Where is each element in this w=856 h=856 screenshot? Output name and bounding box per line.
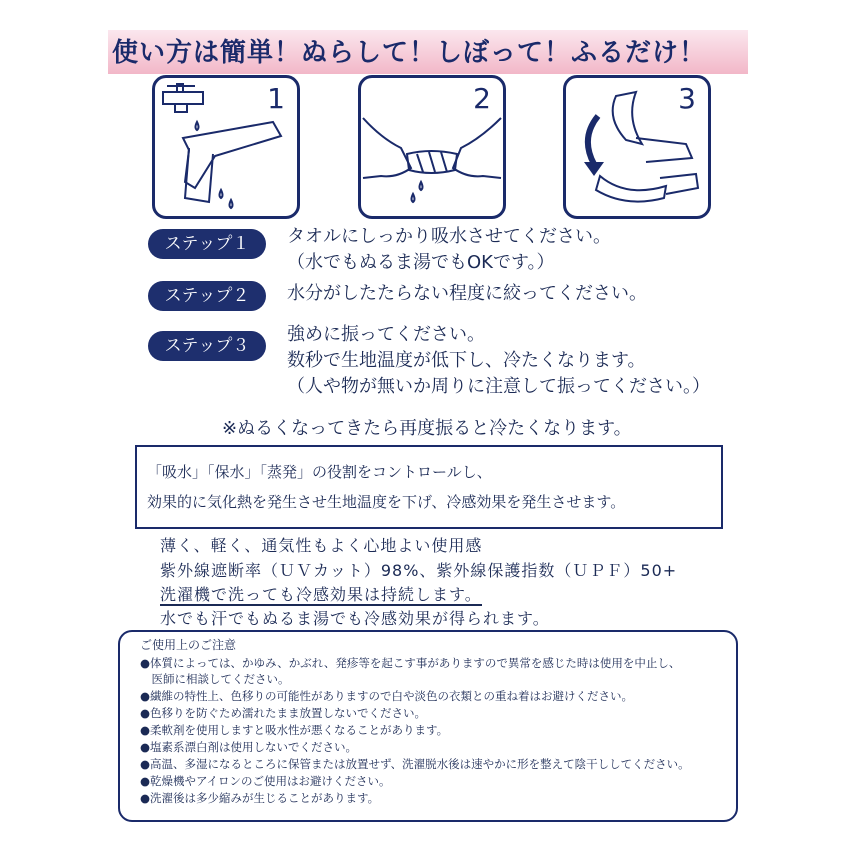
caution-item: ●塩素系漂白剤は使用しないでください。	[140, 740, 358, 754]
caution-item: ●柔軟剤を使用しますと吸水性が悪くなることがあります。	[140, 723, 449, 737]
step-1-line-1: タオルにしっかり吸水させてください。	[287, 226, 611, 247]
caution-item: ●洗濯後は多少縮みが生じることがあります。	[140, 791, 380, 805]
feature-4: 水でも汗でもぬるま湯でも冷感効果が得られます。	[160, 609, 550, 628]
step-2-badge: ステップ２	[148, 281, 266, 311]
panel-number: 3	[678, 82, 696, 115]
mechanism-line-1: 「吸水」「保水」「蒸発」の役割をコントロールし、	[147, 463, 492, 481]
step-1-line-2: （水でもぬるま湯でもOKです。）	[287, 252, 555, 273]
step-2-line-1: 水分がしたたらない程度に絞ってください。	[287, 283, 647, 304]
panel-number: 2	[473, 82, 491, 115]
caution-item: ●高温、多湿になるところに保管または放置せず、洗濯脱水後は速やかに形を整えて陰干ししてください。	[140, 757, 690, 771]
page-title: 使い方は簡単！ぬらして！しぼって！ふるだけ！	[112, 38, 707, 68]
step-3-line-1: 強めに振ってください。	[287, 324, 485, 345]
step-2-panel	[358, 75, 506, 219]
caution-item: ●色移りを防ぐため濡れたまま放置しないでください。	[140, 706, 427, 720]
feature-1: 薄く、軽く、通気性もよく心地よい使用感	[160, 536, 483, 555]
feature-2: 紫外線遮断率（ＵＶカット）98%、紫外線保護指数（ＵＰＦ）50+	[160, 561, 678, 580]
caution-item: ●繊維の特性上、色移りの可能性がありますので白や淡色の衣類との重ね着はお避けください。	[140, 689, 634, 703]
mechanism-line-2: 効果的に気化熱を発生させ生地温度を下げ、冷感効果を発生させます。	[147, 493, 626, 511]
caution-item: 医師に相談してください。	[140, 672, 290, 686]
step-3-line-3: （人や物が無いか周りに注意して振ってください。）	[287, 376, 710, 397]
step-1-badge: ステップ１	[148, 229, 266, 259]
step-2-text	[287, 281, 647, 307]
step-3-panel	[563, 75, 711, 219]
caution-title: ご使用上のご注意	[140, 638, 237, 652]
caution-item: ●体質によっては、かゆみ、かぶれ、発疹等を起こす事がありますので異常を感じた時は使用を中止し、	[140, 656, 681, 670]
panel-number: 1	[267, 82, 285, 115]
step-1-panel	[152, 75, 300, 219]
step-3-text	[287, 322, 710, 400]
feature-3: 洗濯機で洗っても冷感効果は持続します。	[160, 585, 482, 604]
feature-3-wrap	[160, 582, 482, 605]
caution-box	[118, 630, 738, 822]
step-3-badge: ステップ３	[148, 331, 266, 361]
caution-item: ●乾燥機やアイロンのご使用はお避けください。	[140, 774, 391, 788]
mechanism-box	[135, 445, 723, 529]
step-1-text	[287, 224, 611, 276]
reuse-note: ※ぬるくなってきたら再度振ると冷たくなります。	[222, 418, 632, 439]
step-3-line-2: 数秒で生地温度が低下し、冷たくなります。	[287, 350, 646, 371]
